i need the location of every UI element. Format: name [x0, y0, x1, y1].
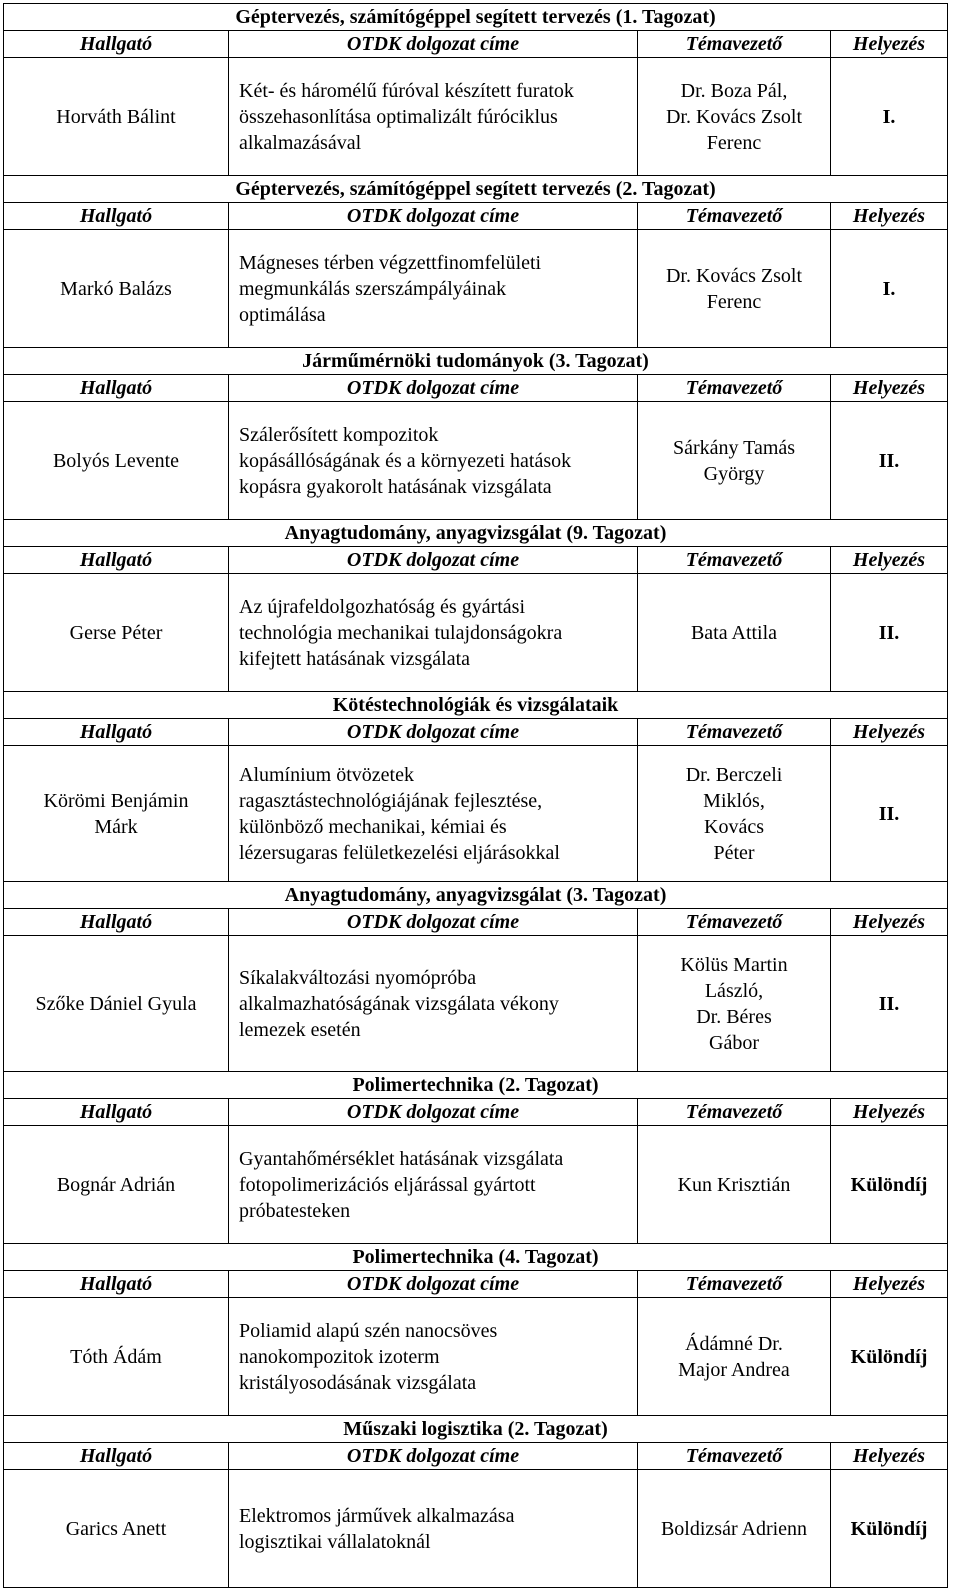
placement-value: II.: [831, 574, 948, 692]
table-row: [4, 936, 948, 1072]
thesis-title: Az újrafeldolgozhatóság és gyártási technológia mechanikai tulajdonságokra kifejtett hatásának vizsgálata: [229, 574, 638, 692]
column-header-placement: Helyezés: [831, 547, 948, 574]
column-header-student: Hallgató: [4, 719, 229, 746]
thesis-title: Mágneses térben végzettfinomfelületi megmunkálás szerszámpályáinak optimálása: [229, 230, 638, 348]
student-name: Tóth Ádám: [4, 1298, 229, 1416]
section-heading-row: [4, 4, 948, 31]
thesis-title: Két- és háromélű fúróval készített furatok összehasonlítása optimalizált fúróciklus alkalmazásával: [229, 58, 638, 176]
column-header-placement: Helyezés: [831, 203, 948, 230]
thesis-title: Szálerősített kompozitok kopásállóságának és a környezeti hatások kopásra gyakorolt hatásának vizsgálata: [229, 402, 638, 520]
column-header-row: [4, 1099, 948, 1126]
student-name: Bognár Adrián: [4, 1126, 229, 1244]
column-header-placement: Helyezés: [831, 31, 948, 58]
column-header-student: Hallgató: [4, 1443, 229, 1470]
column-header-supervisor: Témavezető: [638, 375, 831, 402]
column-header-student: Hallgató: [4, 375, 229, 402]
table-row: [4, 402, 948, 520]
column-header-row: [4, 909, 948, 936]
column-header-supervisor: Témavezető: [638, 31, 831, 58]
placement-value: II.: [831, 402, 948, 520]
table-row: [4, 230, 948, 348]
student-name: Körömi Benjámin Márk: [4, 746, 229, 882]
table-row: [4, 1470, 948, 1588]
column-header-title: OTDK dolgozat címe: [229, 203, 638, 230]
section-heading-row: [4, 1416, 948, 1443]
student-name: Markó Balázs: [4, 230, 229, 348]
placement-value: Különdíj: [831, 1470, 948, 1588]
supervisor-name: Boldizsár Adrienn: [638, 1470, 831, 1588]
supervisor-name: Sárkány Tamás György: [638, 402, 831, 520]
column-header-student: Hallgató: [4, 203, 229, 230]
column-header-student: Hallgató: [4, 31, 229, 58]
column-header-row: [4, 1443, 948, 1470]
student-name: Gerse Péter: [4, 574, 229, 692]
column-header-placement: Helyezés: [831, 719, 948, 746]
section-title: Műszaki logisztika (2. Tagozat): [4, 1416, 948, 1443]
column-header-student: Hallgató: [4, 1271, 229, 1298]
column-header-placement: Helyezés: [831, 1271, 948, 1298]
section-heading-row: [4, 1244, 948, 1271]
table-row: [4, 746, 948, 882]
placement-value: Különdíj: [831, 1126, 948, 1244]
column-header-supervisor: Témavezető: [638, 719, 831, 746]
column-header-title: OTDK dolgozat címe: [229, 1099, 638, 1126]
supervisor-name: Ádámné Dr. Major Andrea: [638, 1298, 831, 1416]
column-header-placement: Helyezés: [831, 375, 948, 402]
section-title: Polimertechnika (4. Tagozat): [4, 1244, 948, 1271]
supervisor-name: Dr. Kovács Zsolt Ferenc: [638, 230, 831, 348]
table-row: [4, 1126, 948, 1244]
column-header-row: [4, 375, 948, 402]
column-header-placement: Helyezés: [831, 909, 948, 936]
results-table: [3, 3, 948, 1588]
column-header-row: [4, 547, 948, 574]
column-header-supervisor: Témavezető: [638, 547, 831, 574]
section-title: Anyagtudomány, anyagvizsgálat (3. Tagozat): [4, 882, 948, 909]
supervisor-name: Dr. Boza Pál, Dr. Kovács Zsolt Ferenc: [638, 58, 831, 176]
placement-value: II.: [831, 746, 948, 882]
column-header-supervisor: Témavezető: [638, 1099, 831, 1126]
column-header-title: OTDK dolgozat címe: [229, 909, 638, 936]
student-name: Szőke Dániel Gyula: [4, 936, 229, 1072]
results-body: [4, 4, 948, 1588]
column-header-row: [4, 203, 948, 230]
supervisor-name: Bata Attila: [638, 574, 831, 692]
thesis-title: Síkalakváltozási nyomópróba alkalmazhatóságának vizsgálata vékony lemezek esetén: [229, 936, 638, 1072]
column-header-supervisor: Témavezető: [638, 1443, 831, 1470]
section-heading-row: [4, 692, 948, 719]
section-heading-row: [4, 520, 948, 547]
column-header-student: Hallgató: [4, 547, 229, 574]
column-header-placement: Helyezés: [831, 1443, 948, 1470]
column-header-row: [4, 719, 948, 746]
column-header-title: OTDK dolgozat címe: [229, 31, 638, 58]
section-heading-row: [4, 1072, 948, 1099]
column-header-title: OTDK dolgozat címe: [229, 547, 638, 574]
placement-value: Különdíj: [831, 1298, 948, 1416]
thesis-title: Poliamid alapú szén nanocsöves nanokompozitok izoterm kristályosodásának vizsgálata: [229, 1298, 638, 1416]
column-header-student: Hallgató: [4, 909, 229, 936]
table-row: [4, 574, 948, 692]
column-header-title: OTDK dolgozat címe: [229, 1443, 638, 1470]
student-name: Horváth Bálint: [4, 58, 229, 176]
section-heading-row: [4, 176, 948, 203]
section-title: Kötéstechnológiák és vizsgálataik: [4, 692, 948, 719]
section-heading-row: [4, 348, 948, 375]
supervisor-name: Kölüs Martin László, Dr. Béres Gábor: [638, 936, 831, 1072]
section-title: Járműmérnöki tudományok (3. Tagozat): [4, 348, 948, 375]
supervisor-name: Dr. Berczeli Miklós, Kovács Péter: [638, 746, 831, 882]
supervisor-name: Kun Krisztián: [638, 1126, 831, 1244]
student-name: Garics Anett: [4, 1470, 229, 1588]
section-title: Géptervezés, számítógéppel segített tervezés (1. Tagozat): [4, 4, 948, 31]
section-title: Polimertechnika (2. Tagozat): [4, 1072, 948, 1099]
thesis-title: Elektromos járművek alkalmazása logisztikai vállalatoknál: [229, 1470, 638, 1588]
table-row: [4, 58, 948, 176]
placement-value: I.: [831, 230, 948, 348]
column-header-supervisor: Témavezető: [638, 1271, 831, 1298]
column-header-student: Hallgató: [4, 1099, 229, 1126]
thesis-title: Alumínium ötvözetek ragasztástechnológiájának fejlesztése, különböző mechanikai, kémiai és lézersugaras felületkezelési eljárásokkal: [229, 746, 638, 882]
column-header-supervisor: Témavezető: [638, 909, 831, 936]
section-title: Anyagtudomány, anyagvizsgálat (9. Tagozat): [4, 520, 948, 547]
column-header-title: OTDK dolgozat címe: [229, 375, 638, 402]
placement-value: I.: [831, 58, 948, 176]
placement-value: II.: [831, 936, 948, 1072]
column-header-title: OTDK dolgozat címe: [229, 1271, 638, 1298]
column-header-supervisor: Témavezető: [638, 203, 831, 230]
column-header-placement: Helyezés: [831, 1099, 948, 1126]
section-heading-row: [4, 882, 948, 909]
column-header-title: OTDK dolgozat címe: [229, 719, 638, 746]
column-header-row: [4, 1271, 948, 1298]
column-header-row: [4, 31, 948, 58]
student-name: Bolyós Levente: [4, 402, 229, 520]
thesis-title: Gyantahőmérséklet hatásának vizsgálata fotopolimerizációs eljárással gyártott próbatesteken: [229, 1126, 638, 1244]
section-title: Géptervezés, számítógéppel segített tervezés (2. Tagozat): [4, 176, 948, 203]
table-row: [4, 1298, 948, 1416]
